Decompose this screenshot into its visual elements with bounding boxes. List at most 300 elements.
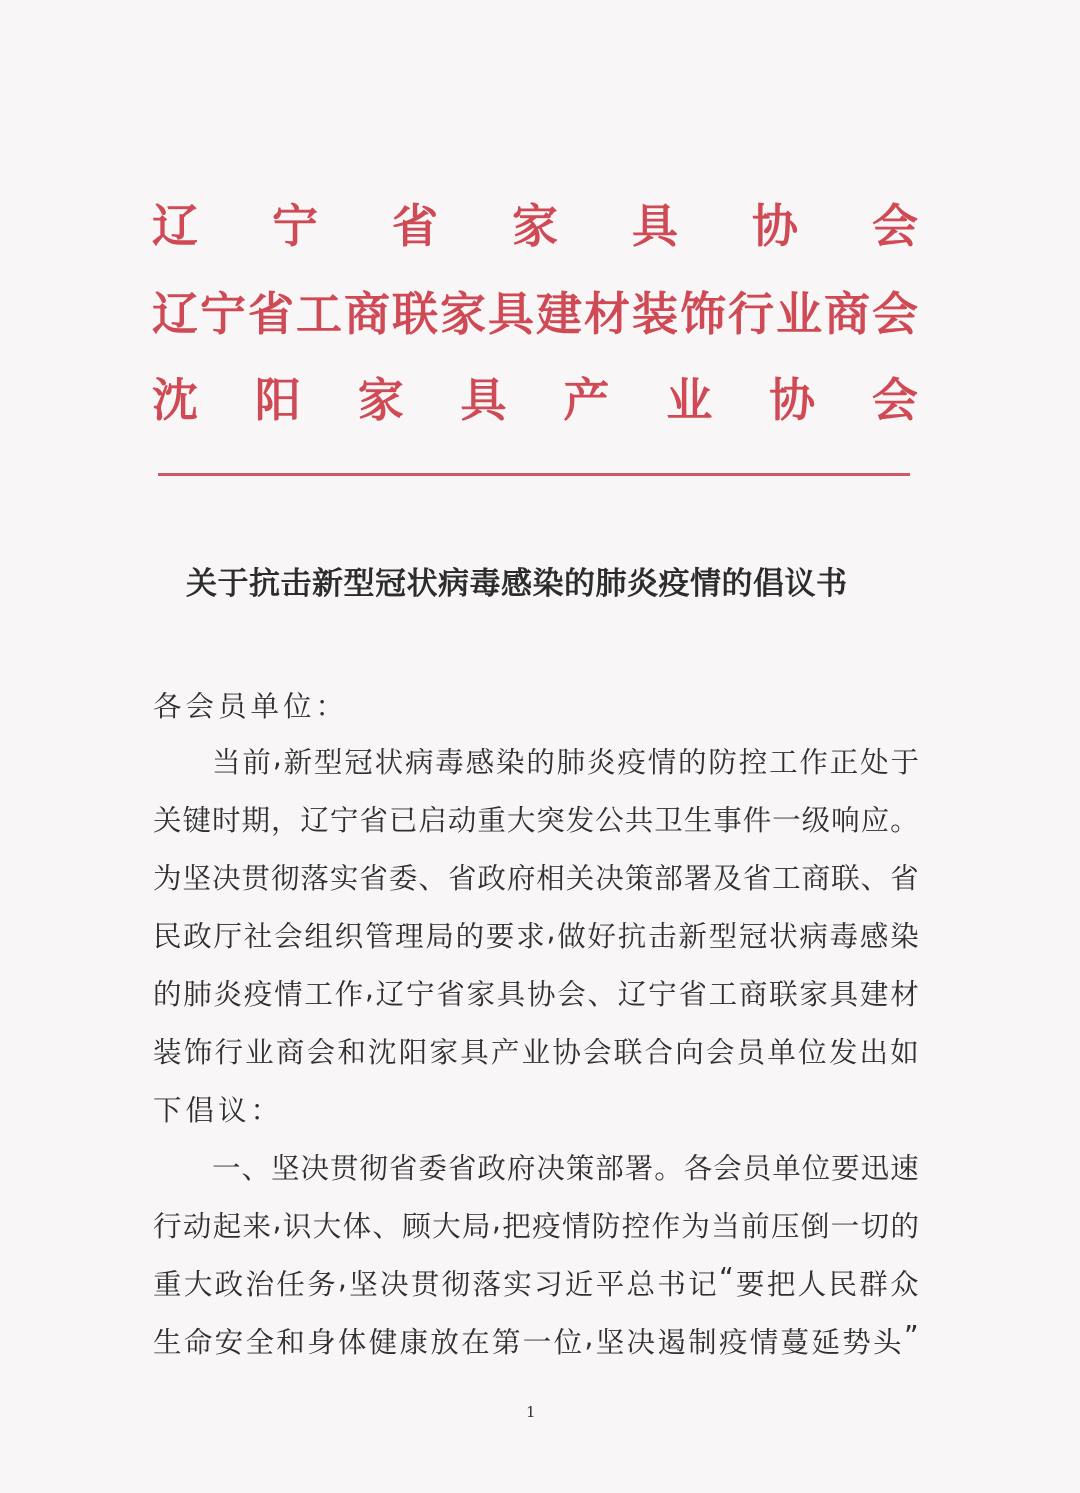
char: 动 bbox=[182, 1210, 212, 1243]
char: 工 bbox=[708, 978, 738, 1011]
char: 及 bbox=[713, 862, 742, 895]
char: 书 bbox=[657, 1268, 686, 1301]
char: 合 bbox=[644, 1036, 674, 1069]
char: 、 bbox=[587, 978, 617, 1011]
char: 家 bbox=[466, 978, 495, 1011]
char: 延 bbox=[811, 1326, 840, 1359]
char: 省 bbox=[890, 862, 919, 895]
char: 当 bbox=[212, 746, 241, 779]
char: 、 bbox=[418, 862, 447, 895]
char: 产 bbox=[563, 373, 610, 427]
char: 委 bbox=[388, 862, 418, 895]
char: 省 bbox=[678, 978, 707, 1011]
char: 公 bbox=[595, 804, 624, 837]
char: 实 bbox=[503, 1268, 532, 1301]
char: 冠 bbox=[344, 746, 373, 779]
char: 建 bbox=[536, 287, 582, 341]
char: 辽 bbox=[300, 804, 329, 837]
char: 政 bbox=[214, 1268, 244, 1301]
char: 做 bbox=[557, 920, 586, 953]
char: 会 bbox=[557, 978, 586, 1011]
char: 遏 bbox=[657, 1326, 686, 1359]
char: 时 bbox=[211, 804, 241, 837]
char: 府 bbox=[506, 862, 536, 895]
char: 单 bbox=[772, 1152, 801, 1185]
char: 民 bbox=[828, 1268, 857, 1301]
char: 求 bbox=[516, 920, 545, 953]
char: 署 bbox=[683, 862, 713, 895]
char: 各 bbox=[683, 1152, 713, 1185]
body-line bbox=[212, 740, 919, 781]
char: 一 bbox=[772, 804, 801, 837]
letterhead-org-2 bbox=[152, 286, 918, 342]
char: 员 bbox=[736, 1036, 766, 1069]
char: 炎 bbox=[213, 978, 243, 1011]
body-line bbox=[153, 914, 919, 955]
char: 具 bbox=[632, 199, 678, 253]
char: 府 bbox=[506, 1152, 536, 1185]
char: 会 bbox=[306, 1036, 336, 1069]
char: 具 bbox=[488, 287, 534, 341]
char: 材 bbox=[890, 978, 919, 1011]
char: 体 bbox=[337, 1326, 367, 1359]
char: 具 bbox=[460, 373, 507, 427]
char: 产 bbox=[490, 1036, 520, 1069]
char: 委 bbox=[418, 1152, 447, 1185]
char: 防 bbox=[591, 1210, 621, 1243]
char: 感 bbox=[465, 746, 495, 779]
char: 政 bbox=[183, 920, 212, 953]
char: 全 bbox=[245, 1326, 274, 1359]
char: 商 bbox=[738, 978, 768, 1011]
char: 省 bbox=[359, 804, 388, 837]
char: 抗 bbox=[617, 920, 647, 953]
char: 辽 bbox=[617, 978, 647, 1011]
char: 重 bbox=[477, 804, 506, 837]
char: 具 bbox=[496, 978, 526, 1011]
char: 省 bbox=[447, 1152, 477, 1185]
char: 阳 bbox=[254, 373, 301, 427]
char: 位 bbox=[553, 1326, 583, 1359]
char: 为 bbox=[681, 1210, 710, 1243]
char: 辽 bbox=[375, 978, 405, 1011]
char: 命 bbox=[183, 1326, 213, 1359]
char: 于 bbox=[890, 746, 919, 779]
char: 务 bbox=[307, 1268, 336, 1301]
body-line: 下倡议： bbox=[153, 1094, 284, 1127]
char: 级 bbox=[801, 804, 831, 837]
char: 管 bbox=[364, 920, 394, 953]
char: 装 bbox=[632, 287, 678, 341]
char: 发 bbox=[565, 804, 595, 837]
char: , bbox=[546, 914, 556, 947]
char: 商 bbox=[275, 1036, 305, 1069]
char: 省 bbox=[359, 862, 388, 895]
char: 一 bbox=[212, 1152, 241, 1185]
char: 省 bbox=[392, 199, 438, 253]
char: 。 bbox=[654, 1152, 683, 1185]
char: 行 bbox=[153, 1210, 182, 1243]
char: , bbox=[491, 1204, 501, 1237]
char: 家 bbox=[512, 199, 558, 253]
char: 厅 bbox=[213, 920, 243, 953]
char: 工 bbox=[769, 746, 798, 779]
char: 共 bbox=[624, 804, 654, 837]
char: 人 bbox=[797, 1268, 827, 1301]
char: 第 bbox=[491, 1326, 521, 1359]
char: 家 bbox=[440, 287, 486, 341]
char: 家 bbox=[357, 373, 404, 427]
char: 商 bbox=[801, 862, 831, 895]
body-line bbox=[212, 1146, 919, 1187]
char: 署 bbox=[624, 1152, 654, 1185]
char: 落 bbox=[472, 1268, 501, 1301]
body-line bbox=[153, 856, 919, 897]
char: 协 bbox=[527, 978, 556, 1011]
char: 击 bbox=[648, 920, 677, 953]
char: 实 bbox=[329, 862, 359, 895]
char: 位 bbox=[801, 1152, 831, 1185]
char: 动 bbox=[447, 804, 477, 837]
char: 协 bbox=[752, 199, 798, 253]
char: 会 bbox=[872, 199, 918, 253]
char: 理 bbox=[395, 920, 424, 953]
char: 疫 bbox=[617, 746, 646, 779]
document-title: 关于抗击新型冠状病毒感染的肺炎疫情的倡议书 bbox=[186, 566, 848, 602]
char: 顾 bbox=[402, 1210, 431, 1243]
char: 彻 bbox=[441, 1268, 471, 1301]
char: 、 bbox=[241, 1152, 270, 1185]
char: 蔓 bbox=[780, 1326, 810, 1359]
char: 把 bbox=[766, 1268, 796, 1301]
char: 应 bbox=[860, 804, 890, 837]
char: 近 bbox=[564, 1268, 594, 1301]
page-number: 1 bbox=[526, 1403, 536, 1421]
char: 建 bbox=[859, 978, 889, 1011]
char: 装 bbox=[153, 1036, 182, 1069]
char: 卫 bbox=[654, 804, 683, 837]
char: 决 bbox=[626, 1326, 656, 1359]
char: 正 bbox=[829, 746, 859, 779]
char: 大 bbox=[312, 1210, 342, 1243]
char: 一 bbox=[522, 1326, 552, 1359]
char: 大 bbox=[506, 804, 536, 837]
char: 决 bbox=[380, 1268, 409, 1301]
char: 会 bbox=[872, 287, 918, 341]
char: ” bbox=[903, 1320, 919, 1353]
char: 新 bbox=[283, 746, 313, 779]
char: 安 bbox=[214, 1326, 244, 1359]
char: 前 bbox=[242, 746, 271, 779]
char: 坚 bbox=[595, 1326, 625, 1359]
char: 大 bbox=[183, 1268, 213, 1301]
char: 疫 bbox=[532, 1210, 561, 1243]
char: 状 bbox=[374, 746, 404, 779]
char: 协 bbox=[552, 1036, 581, 1069]
body-line bbox=[153, 972, 919, 1013]
char: 处 bbox=[860, 746, 889, 779]
char: 总 bbox=[626, 1268, 656, 1301]
char: 坚 bbox=[270, 1152, 300, 1185]
char: 突 bbox=[536, 804, 565, 837]
char: 落 bbox=[300, 862, 329, 895]
char: 商 bbox=[344, 287, 390, 341]
char: 工 bbox=[296, 287, 342, 341]
char: 、 bbox=[372, 1210, 401, 1243]
char: 型 bbox=[708, 920, 738, 953]
char: 联 bbox=[831, 862, 860, 895]
body-line bbox=[153, 1262, 919, 1303]
char: 情 bbox=[749, 1326, 779, 1359]
char: 治 bbox=[245, 1268, 274, 1301]
char: 政 bbox=[477, 862, 506, 895]
char: 决 bbox=[300, 1152, 329, 1185]
char: 任 bbox=[276, 1268, 305, 1301]
char: 记 bbox=[688, 1268, 717, 1301]
char: 状 bbox=[769, 920, 798, 953]
char: 如 bbox=[890, 1036, 919, 1069]
char: 为 bbox=[153, 862, 182, 895]
char: 作 bbox=[651, 1210, 681, 1243]
body-line bbox=[153, 1030, 919, 1071]
char: 业 bbox=[666, 373, 713, 427]
char: 染 bbox=[495, 746, 525, 779]
char: 已 bbox=[388, 804, 418, 837]
char: 向 bbox=[675, 1036, 704, 1069]
char: 饰 bbox=[680, 287, 726, 341]
char: 炎 bbox=[587, 746, 616, 779]
char: 习 bbox=[534, 1268, 563, 1301]
char: 省 bbox=[742, 862, 772, 895]
char: 社 bbox=[243, 920, 273, 953]
char: 速 bbox=[890, 1152, 919, 1185]
char: 家 bbox=[799, 978, 828, 1011]
char: , bbox=[364, 972, 374, 1005]
char: 体 bbox=[342, 1210, 372, 1243]
char: 关 bbox=[153, 804, 182, 837]
char: 感 bbox=[859, 920, 889, 953]
char: 型 bbox=[313, 746, 343, 779]
char: 省 bbox=[436, 978, 465, 1011]
char: 联 bbox=[613, 1036, 643, 1069]
char: 省 bbox=[248, 287, 294, 341]
char: 在 bbox=[461, 1326, 490, 1359]
char: 会 bbox=[871, 373, 918, 427]
char: 单 bbox=[767, 1036, 796, 1069]
char: 沈 bbox=[368, 1036, 397, 1069]
char: 会 bbox=[705, 1036, 735, 1069]
char: 要 bbox=[736, 1268, 765, 1301]
char: 好 bbox=[587, 920, 617, 953]
char: 来 bbox=[242, 1210, 272, 1243]
char: 业 bbox=[521, 1036, 551, 1069]
char: 联 bbox=[392, 287, 438, 341]
char: 辽 bbox=[152, 287, 198, 341]
char: 行 bbox=[728, 287, 774, 341]
char: 要 bbox=[485, 920, 515, 953]
char: 位 bbox=[798, 1036, 827, 1069]
char: 政 bbox=[477, 1152, 506, 1185]
char: 切 bbox=[860, 1210, 890, 1243]
char: 一 bbox=[830, 1210, 860, 1243]
char: 毒 bbox=[435, 746, 464, 779]
char: 的 bbox=[153, 978, 182, 1011]
char: 联 bbox=[769, 978, 798, 1011]
char: 、 bbox=[860, 862, 890, 895]
char: 疫 bbox=[243, 978, 273, 1011]
char: 肺 bbox=[183, 978, 212, 1011]
char: 员 bbox=[742, 1152, 772, 1185]
char: 新 bbox=[678, 920, 707, 953]
char: 宁 bbox=[200, 287, 246, 341]
char: 宁 bbox=[329, 804, 359, 837]
char: ， bbox=[270, 804, 300, 837]
char: 群 bbox=[859, 1268, 888, 1301]
char: 病 bbox=[799, 920, 828, 953]
char: 控 bbox=[621, 1210, 651, 1243]
char: 和 bbox=[276, 1326, 305, 1359]
char: 工 bbox=[304, 978, 333, 1011]
char: 冠 bbox=[738, 920, 768, 953]
char: 件 bbox=[742, 804, 772, 837]
char: 组 bbox=[304, 920, 333, 953]
char: 事 bbox=[713, 804, 742, 837]
char: 生 bbox=[683, 804, 713, 837]
char: 和 bbox=[337, 1036, 366, 1069]
char: 决 bbox=[536, 1152, 565, 1185]
char: 决 bbox=[211, 862, 241, 895]
char: , bbox=[584, 1320, 594, 1353]
char: , bbox=[272, 1204, 282, 1237]
letterhead-org-3 bbox=[152, 372, 918, 428]
char: 识 bbox=[282, 1210, 312, 1243]
char: 宁 bbox=[405, 978, 435, 1011]
char: 压 bbox=[771, 1210, 800, 1243]
char: 宁 bbox=[272, 199, 318, 253]
char: 前 bbox=[741, 1210, 770, 1243]
char: 情 bbox=[274, 978, 303, 1011]
char: 病 bbox=[404, 746, 434, 779]
char: 当 bbox=[711, 1210, 740, 1243]
char: 要 bbox=[831, 1152, 860, 1185]
char: 材 bbox=[584, 287, 630, 341]
char: 情 bbox=[561, 1210, 591, 1243]
char: 贯 bbox=[241, 862, 270, 895]
char: 省 bbox=[388, 1152, 418, 1185]
char: 倒 bbox=[800, 1210, 830, 1243]
char: 疫 bbox=[718, 1326, 748, 1359]
char: 宁 bbox=[648, 978, 677, 1011]
char: 辽 bbox=[152, 199, 198, 253]
char: 相 bbox=[536, 862, 565, 895]
char: 控 bbox=[738, 746, 768, 779]
char: 重 bbox=[153, 1268, 182, 1301]
char: 出 bbox=[859, 1036, 889, 1069]
char: “ bbox=[718, 1262, 734, 1295]
body-line bbox=[153, 798, 919, 839]
salutation: 各会员单位： bbox=[153, 690, 349, 723]
letterhead-divider bbox=[158, 473, 910, 476]
char: 业 bbox=[776, 287, 822, 341]
char: 势 bbox=[842, 1326, 871, 1359]
char: 工 bbox=[772, 862, 801, 895]
char: 众 bbox=[890, 1268, 919, 1301]
char: 具 bbox=[460, 1036, 489, 1069]
char: 染 bbox=[890, 920, 919, 953]
char: 的 bbox=[678, 746, 707, 779]
letterhead-org-1 bbox=[152, 198, 918, 254]
char: 期 bbox=[241, 804, 270, 837]
char: 策 bbox=[624, 862, 654, 895]
char: 局 bbox=[462, 1210, 491, 1243]
char: 迅 bbox=[860, 1152, 890, 1185]
char: 响 bbox=[831, 804, 860, 837]
char: 关 bbox=[565, 862, 595, 895]
char: 制 bbox=[688, 1326, 717, 1359]
char: 省 bbox=[447, 862, 477, 895]
char: 局 bbox=[425, 920, 454, 953]
char: 发 bbox=[828, 1036, 858, 1069]
char: 毒 bbox=[829, 920, 859, 953]
char: 肺 bbox=[556, 746, 586, 779]
char: 把 bbox=[502, 1210, 531, 1243]
char: 织 bbox=[334, 920, 364, 953]
char: 生 bbox=[153, 1326, 182, 1359]
char: 康 bbox=[399, 1326, 429, 1359]
char: 防 bbox=[708, 746, 737, 779]
body-line bbox=[153, 1204, 919, 1245]
char: 贯 bbox=[329, 1152, 359, 1185]
char: 协 bbox=[769, 373, 816, 427]
char: 大 bbox=[432, 1210, 461, 1243]
char: 作 bbox=[334, 978, 364, 1011]
char: 决 bbox=[595, 862, 624, 895]
char: 民 bbox=[153, 920, 182, 953]
char: 键 bbox=[182, 804, 211, 837]
char: 放 bbox=[430, 1326, 459, 1359]
char: 会 bbox=[274, 920, 303, 953]
char: 商 bbox=[824, 287, 870, 341]
char: 阳 bbox=[398, 1036, 428, 1069]
char: 会 bbox=[713, 1152, 742, 1185]
char: 具 bbox=[829, 978, 859, 1011]
char: 的 bbox=[455, 920, 485, 953]
char: 部 bbox=[595, 1152, 624, 1185]
char: 作 bbox=[799, 746, 828, 779]
char: 会 bbox=[583, 1036, 612, 1069]
char: 平 bbox=[595, 1268, 625, 1301]
char: 饰 bbox=[183, 1036, 213, 1069]
char: 。 bbox=[890, 804, 919, 837]
char: 的 bbox=[890, 1210, 919, 1243]
body-line bbox=[153, 1320, 919, 1361]
char: 贯 bbox=[410, 1268, 440, 1301]
char: 坚 bbox=[349, 1268, 378, 1301]
char: 身 bbox=[307, 1326, 336, 1359]
char: 情 bbox=[647, 746, 677, 779]
char: , bbox=[337, 1262, 347, 1295]
char: , bbox=[272, 740, 282, 773]
char: 彻 bbox=[270, 862, 300, 895]
char: 部 bbox=[654, 862, 683, 895]
char: 策 bbox=[565, 1152, 595, 1185]
char: 家 bbox=[429, 1036, 458, 1069]
char: 业 bbox=[245, 1036, 274, 1069]
char: 启 bbox=[418, 804, 447, 837]
char: 头 bbox=[873, 1326, 902, 1359]
char: 起 bbox=[212, 1210, 242, 1243]
char: 的 bbox=[526, 746, 555, 779]
